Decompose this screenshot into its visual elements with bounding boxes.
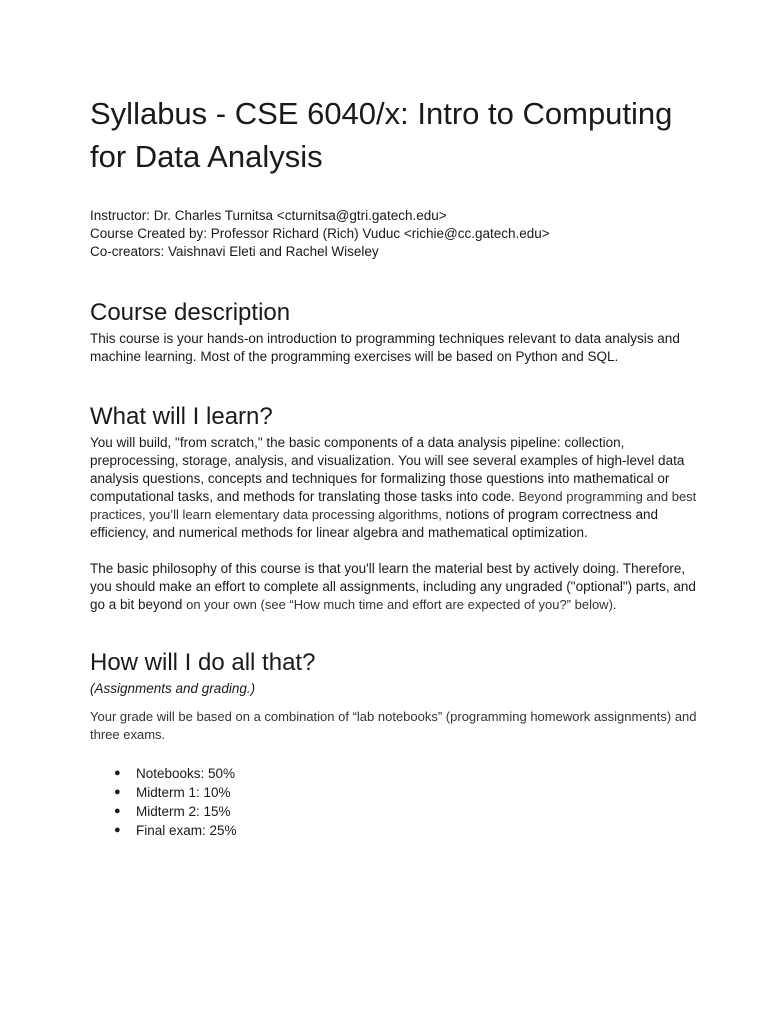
learn-paragraph-1-part-b: Beyond programming and best practices, you’ll learn elementary data processing algorithms, [90,489,697,522]
list-item [114,821,698,840]
grade-item-midterm-1: Midterm 1: 10% [136,785,231,800]
grade-item-final-exam: Final exam: 25% [136,823,237,838]
assignments-grading-subheading: (Assignments and grading.) [90,681,256,696]
course-description-section [90,298,698,366]
learn-paragraph-1-part-c: notions of program correctness and efficiency, and numerical methods for linear algebra and mathematical optimization. [90,507,659,540]
what-will-i-learn-section [90,402,698,614]
course-description-text: This course is your hands-on introduction to programming techniques relevant to data analysis and machine learning. Most of the programming exercises will be based on Python and SQL. [90,331,680,364]
what-will-i-learn-heading: What will I learn? [90,403,273,430]
course-meta [90,207,698,261]
how-will-i-do-heading: How will I do all that? [90,649,316,676]
bullet-icon: ● [114,786,121,798]
how-will-i-do-section [90,648,698,840]
grade-item-midterm-2: Midterm 2: 15% [136,804,231,819]
list-item [114,783,698,802]
instructor-line: Instructor: Dr. Charles Turnitsa <cturnitsa@gtri.gatech.edu> [90,208,447,223]
learn-paragraph-2-part-b: on your own (see “How much time and effort are expected of you?” below). [186,597,617,612]
list-item [114,764,698,783]
course-description-heading: Course description [90,299,291,326]
grade-breakdown-list [90,764,698,840]
created-by-line: Course Created by: Professor Richard (Rich) Vuduc <richie@cc.gatech.edu> [90,226,550,241]
grade-item-notebooks: Notebooks: 50% [136,766,236,781]
grade-description: Your grade will be based on a combination of “lab notebooks” (programming homework assignments) and three exams. [90,709,697,742]
list-item [114,802,698,821]
page-title: Syllabus - CSE 6040/x: Intro to Computing for Data Analysis [90,96,673,174]
bullet-icon: ● [114,824,121,836]
learn-paragraph-2-part-a: The basic philosophy of this course is that you'll learn the material best by actively doing. Therefore, you should make an effort to complete all assignments, including any ungraded ("optional") parts, and go a bit beyond [90,561,696,612]
learn-paragraph-1 [90,434,698,542]
bullet-icon: ● [114,805,121,817]
co-creators-line: Co-creators: Vaishnavi Eleti and Rachel Wiseley [90,244,379,259]
learn-paragraph-2 [90,560,698,614]
bullet-icon: ● [114,767,121,779]
learn-paragraph-1-part-a: You will build, "from scratch," the basic components of a data analysis pipeline: collection, preprocessing, storage, analysis, and visualization. You will see several examples of high-level data analysis questions, concepts and techniques for formalizing those questions into mathematical or computational tasks, and methods for translating those tasks into code. [90,435,685,504]
